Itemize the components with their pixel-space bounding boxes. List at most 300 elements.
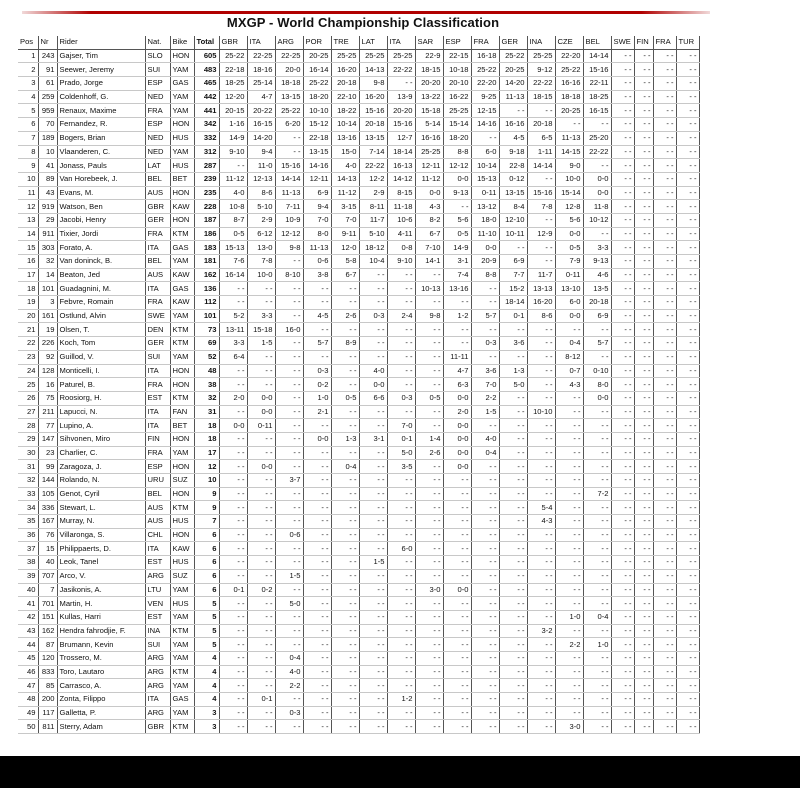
cell-race-result: - - <box>443 624 471 638</box>
cell-race-result: 0-5 <box>219 227 247 241</box>
cell-race-result: - - <box>653 597 676 611</box>
cell-nat: NED <box>145 90 170 104</box>
cell-race-result: 7-7 <box>499 268 527 282</box>
cell-race-result: - - <box>583 693 611 707</box>
cell-bike: KTM <box>170 391 194 405</box>
cell-race-result: 0-4 <box>275 651 303 665</box>
cell-race-result: 0-0 <box>443 172 471 186</box>
table-row <box>18 419 699 433</box>
cell-nr: 76 <box>38 528 57 542</box>
cell-total: 31 <box>194 405 219 419</box>
cell-race-result: 5-0 <box>499 378 527 392</box>
cell-nat: VEN <box>145 597 170 611</box>
cell-race-result: - - <box>471 597 499 611</box>
cell-race-result: 0-3 <box>471 337 499 351</box>
cell-race-result: 3-2 <box>527 624 555 638</box>
cell-race-result: - - <box>583 597 611 611</box>
cell-pos: 37 <box>18 542 38 556</box>
cell-race-result: - - <box>247 542 275 556</box>
cell-nat: ITA <box>145 693 170 707</box>
cell-race-result: 10-11 <box>499 227 527 241</box>
cell-race-result: 13-22 <box>415 90 443 104</box>
cell-race-result: 20-18 <box>583 296 611 310</box>
cell-rider: Guillod, V. <box>57 350 145 364</box>
cell-race-result: 11-0 <box>247 159 275 173</box>
cell-nat: AUS <box>145 515 170 529</box>
cell-race-result: 6-9 <box>303 186 331 200</box>
table-row <box>18 391 699 405</box>
cell-rider: Jonass, Pauls <box>57 159 145 173</box>
cell-race-result: - - <box>676 556 699 570</box>
cell-bike: KTM <box>170 337 194 351</box>
cell-race-result: - - <box>653 337 676 351</box>
cell-race-result: 2-2 <box>555 638 583 652</box>
cell-race-result: 2-6 <box>415 446 443 460</box>
cell-race-result: 20-20 <box>415 77 443 91</box>
cell-race-result: - - <box>634 255 653 269</box>
cell-pos: 10 <box>18 172 38 186</box>
cell-race-result: 8-6 <box>247 186 275 200</box>
cell-race-result: - - <box>676 460 699 474</box>
cell-race-result: - - <box>275 255 303 269</box>
cell-race-result: - - <box>555 391 583 405</box>
cell-total: 6 <box>194 528 219 542</box>
cell-race-result: 2-2 <box>275 679 303 693</box>
cell-race-result: 13-10 <box>555 282 583 296</box>
cell-total: 6 <box>194 556 219 570</box>
cell-race-result: - - <box>653 131 676 145</box>
cell-nat: FRA <box>145 296 170 310</box>
cell-race-result: - - <box>219 610 247 624</box>
cell-race-result: 16-20 <box>527 296 555 310</box>
cell-race-result: - - <box>555 515 583 529</box>
cell-race-result: - - <box>499 528 527 542</box>
cell-race-result: 25-22 <box>303 77 331 91</box>
cell-race-result: - - <box>611 131 634 145</box>
cell-race-result: - - <box>611 706 634 720</box>
cell-bike: SUZ <box>170 474 194 488</box>
cell-race-result: - - <box>676 255 699 269</box>
cell-nat: SUI <box>145 63 170 77</box>
cell-race-result: 3-3 <box>247 309 275 323</box>
cell-race-result: 5-6 <box>555 213 583 227</box>
cell-race-result: - - <box>611 172 634 186</box>
cell-race-result: 16-20 <box>331 63 359 77</box>
cell-race-result: 1-5 <box>247 337 275 351</box>
cell-race-result: - - <box>527 597 555 611</box>
cell-race-result: - - <box>527 446 555 460</box>
cell-nr: 105 <box>38 487 57 501</box>
cell-race-result: - - <box>583 542 611 556</box>
cell-race-result: 15-16 <box>359 104 387 118</box>
table-row <box>18 528 699 542</box>
cell-race-result: - - <box>331 528 359 542</box>
cell-race-result: 8-8 <box>443 145 471 159</box>
cell-race-result: - - <box>415 419 443 433</box>
cell-race-result: 22-11 <box>583 77 611 91</box>
cell-race-result: - - <box>471 528 499 542</box>
cell-race-result: - - <box>611 460 634 474</box>
cell-race-result: - - <box>527 364 555 378</box>
cell-race-result: - - <box>387 405 415 419</box>
cell-pos: 43 <box>18 624 38 638</box>
cell-nat: ITA <box>145 282 170 296</box>
cell-rider: Rolando, N. <box>57 474 145 488</box>
bottom-black-bar <box>0 756 800 788</box>
cell-race-result: 2-6 <box>331 309 359 323</box>
cell-race-result: 18-16 <box>247 63 275 77</box>
cell-race-result: - - <box>634 200 653 214</box>
cell-race-result: 22-15 <box>443 49 471 63</box>
cell-nr: 10 <box>38 145 57 159</box>
cell-nr: 120 <box>38 651 57 665</box>
cell-race-result: - - <box>527 255 555 269</box>
cell-race-result: - - <box>583 665 611 679</box>
cell-race-result: 8-2 <box>415 213 443 227</box>
cell-race-result: - - <box>387 282 415 296</box>
cell-rider: Brumann, Kevin <box>57 638 145 652</box>
cell-total: 342 <box>194 118 219 132</box>
cell-race-result: - - <box>359 638 387 652</box>
cell-race-result: 3-6 <box>471 364 499 378</box>
cell-race-result: - - <box>499 350 527 364</box>
cell-race-result: 9-10 <box>387 255 415 269</box>
cell-nr: 3 <box>38 296 57 310</box>
cell-race-result: - - <box>415 693 443 707</box>
cell-race-result: - - <box>676 296 699 310</box>
cell-race-result: 8-10 <box>275 268 303 282</box>
cell-bike: FAN <box>170 405 194 419</box>
cell-rider: Jasikonis, A. <box>57 583 145 597</box>
cell-race-result: - - <box>676 49 699 63</box>
cell-nat: BEL <box>145 172 170 186</box>
cell-race-result: - - <box>653 432 676 446</box>
cell-race-result: 13-13 <box>527 282 555 296</box>
cell-race-result: - - <box>555 419 583 433</box>
cell-nat: FRA <box>145 446 170 460</box>
cell-race-result: 2-9 <box>247 213 275 227</box>
cell-race-result: - - <box>583 501 611 515</box>
cell-nat: SUI <box>145 638 170 652</box>
cell-race-result: - - <box>527 610 555 624</box>
cell-race-result: - - <box>471 501 499 515</box>
cell-nat: SUI <box>145 350 170 364</box>
cell-race-result: - - <box>583 446 611 460</box>
cell-race-result: - - <box>471 624 499 638</box>
cell-race-result: 14-16 <box>471 118 499 132</box>
cell-race-result: 14-16 <box>303 159 331 173</box>
cell-race-result: - - <box>219 487 247 501</box>
cell-bike: BET <box>170 172 194 186</box>
cell-total: 465 <box>194 77 219 91</box>
cell-race-result: 25-22 <box>219 49 247 63</box>
cell-race-result: - - <box>653 90 676 104</box>
cell-race-result: - - <box>583 679 611 693</box>
cell-race-result: - - <box>583 419 611 433</box>
cell-race-result: - - <box>303 569 331 583</box>
cell-race-result: 20-20 <box>387 104 415 118</box>
cell-race-result: - - <box>653 569 676 583</box>
cell-bike: GAS <box>170 282 194 296</box>
cell-nat: BEL <box>145 487 170 501</box>
cell-race-result: - - <box>387 337 415 351</box>
cell-race-result: 10-13 <box>415 282 443 296</box>
cell-race-result: 7-0 <box>471 378 499 392</box>
cell-race-result: - - <box>415 487 443 501</box>
cell-race-result: - - <box>676 419 699 433</box>
table-row <box>18 104 699 118</box>
cell-race-result: - - <box>331 419 359 433</box>
cell-race-result: 2-0 <box>219 391 247 405</box>
cell-nr: 200 <box>38 693 57 707</box>
cell-race-result: 10-12 <box>583 213 611 227</box>
cell-race-result: 8-4 <box>499 200 527 214</box>
cell-race-result: - - <box>611 501 634 515</box>
cell-race-result: - - <box>359 624 387 638</box>
cell-race-result: 12-9 <box>527 227 555 241</box>
table-row <box>18 90 699 104</box>
cell-race-result: - - <box>387 323 415 337</box>
cell-race-result: - - <box>275 638 303 652</box>
cell-race-result: - - <box>611 90 634 104</box>
cell-race-result: - - <box>634 90 653 104</box>
cell-race-result: - - <box>527 213 555 227</box>
cell-race-result: - - <box>676 528 699 542</box>
cell-race-result: 10-14 <box>471 159 499 173</box>
cell-rider: Philippaerts, D. <box>57 542 145 556</box>
cell-race-result: - - <box>275 364 303 378</box>
cell-rider: Zaragoza, J. <box>57 460 145 474</box>
cell-race-result: - - <box>247 651 275 665</box>
cell-race-result: - - <box>555 679 583 693</box>
cell-race-result: - - <box>634 446 653 460</box>
cell-race-result: 8-15 <box>387 186 415 200</box>
cell-race-result: - - <box>219 474 247 488</box>
cell-race-result: - - <box>611 364 634 378</box>
cell-race-result: - - <box>303 706 331 720</box>
cell-race-result: 11-12 <box>219 172 247 186</box>
cell-race-result: 0-11 <box>471 186 499 200</box>
cell-race-result: 11-7 <box>359 213 387 227</box>
cell-race-result: - - <box>415 378 443 392</box>
cell-race-result: - - <box>247 665 275 679</box>
cell-rider: Charlier, C. <box>57 446 145 460</box>
cell-race-result: - - <box>331 446 359 460</box>
column-header-tre-10: TRE <box>331 36 359 49</box>
cell-race-result: - - <box>653 665 676 679</box>
cell-race-result: 13-12 <box>471 200 499 214</box>
cell-nr: 43 <box>38 186 57 200</box>
cell-race-result: - - <box>583 528 611 542</box>
table-row <box>18 77 699 91</box>
table-row <box>18 651 699 665</box>
cell-race-result: - - <box>415 528 443 542</box>
cell-race-result: 22-22 <box>527 77 555 91</box>
table-row <box>18 337 699 351</box>
cell-race-result: - - <box>611 405 634 419</box>
cell-race-result: 3-1 <box>443 255 471 269</box>
cell-race-result: 4-3 <box>555 378 583 392</box>
cell-race-result: - - <box>275 145 303 159</box>
cell-rider: Kullas, Harri <box>57 610 145 624</box>
cell-race-result: 7-14 <box>359 145 387 159</box>
cell-race-result: - - <box>303 460 331 474</box>
cell-race-result: 8-8 <box>471 268 499 282</box>
cell-nat: GBR <box>145 720 170 734</box>
cell-race-result: 9-25 <box>471 90 499 104</box>
table-row <box>18 597 699 611</box>
cell-race-result: 0-0 <box>303 432 331 446</box>
table-row <box>18 241 699 255</box>
table-row <box>18 556 699 570</box>
cell-race-result: - - <box>443 200 471 214</box>
cell-total: 6 <box>194 569 219 583</box>
cell-race-result: - - <box>676 63 699 77</box>
table-row <box>18 720 699 734</box>
cell-race-result: 0-3 <box>359 309 387 323</box>
cell-race-result: - - <box>219 597 247 611</box>
cell-race-result: - - <box>275 583 303 597</box>
table-row <box>18 542 699 556</box>
cell-race-result: 11-13 <box>499 90 527 104</box>
cell-race-result: 18-18 <box>555 90 583 104</box>
cell-bike: HON <box>170 460 194 474</box>
cell-total: 73 <box>194 323 219 337</box>
cell-race-result: - - <box>653 706 676 720</box>
cell-race-result: - - <box>634 350 653 364</box>
cell-nat: SLO <box>145 49 170 63</box>
cell-race-result: 0-2 <box>303 378 331 392</box>
table-row <box>18 268 699 282</box>
column-header-bel-19: BEL <box>583 36 611 49</box>
cell-pos: 5 <box>18 104 38 118</box>
cell-race-result: 12-0 <box>331 241 359 255</box>
cell-race-result: 3-7 <box>275 474 303 488</box>
cell-race-result: 11-13 <box>555 131 583 145</box>
cell-race-result: 0-1 <box>219 583 247 597</box>
cell-race-result: 12-20 <box>219 90 247 104</box>
cell-race-result: 20-25 <box>303 49 331 63</box>
cell-pos: 28 <box>18 419 38 433</box>
cell-race-result: - - <box>611 241 634 255</box>
cell-rider: Hendra fahrodjie, F. <box>57 624 145 638</box>
cell-rider: Renaux, Maxime <box>57 104 145 118</box>
cell-race-result: 14-20 <box>247 131 275 145</box>
cell-race-result: - - <box>303 556 331 570</box>
cell-nat: EST <box>145 556 170 570</box>
cell-race-result: - - <box>527 323 555 337</box>
cell-rider: Murray, N. <box>57 515 145 529</box>
cell-race-result: - - <box>415 501 443 515</box>
cell-race-result: - - <box>555 323 583 337</box>
cell-nr: 833 <box>38 665 57 679</box>
cell-race-result: - - <box>499 706 527 720</box>
cell-race-result: - - <box>303 446 331 460</box>
cell-race-result: - - <box>471 350 499 364</box>
cell-race-result: - - <box>303 515 331 529</box>
cell-race-result: - - <box>634 378 653 392</box>
cell-race-result: 15-14 <box>555 186 583 200</box>
cell-race-result: - - <box>471 651 499 665</box>
cell-race-result: - - <box>499 446 527 460</box>
cell-nat: GER <box>145 213 170 227</box>
cell-race-result: 22-18 <box>219 63 247 77</box>
cell-race-result: - - <box>331 624 359 638</box>
cell-pos: 39 <box>18 569 38 583</box>
cell-nr: 87 <box>38 638 57 652</box>
cell-race-result: - - <box>359 597 387 611</box>
cell-race-result: - - <box>676 337 699 351</box>
cell-race-result: 0-0 <box>247 391 275 405</box>
cell-race-result: - - <box>471 665 499 679</box>
cell-pos: 16 <box>18 255 38 269</box>
cell-race-result: 20-10 <box>443 77 471 91</box>
cell-race-result: - - <box>499 241 527 255</box>
cell-race-result: - - <box>676 487 699 501</box>
cell-race-result: - - <box>415 460 443 474</box>
cell-race-result: - - <box>634 405 653 419</box>
cell-race-result: - - <box>653 474 676 488</box>
cell-race-result: - - <box>499 542 527 556</box>
cell-nr: 147 <box>38 432 57 446</box>
cell-total: 441 <box>194 104 219 118</box>
cell-race-result: 13-15 <box>359 131 387 145</box>
cell-race-result: - - <box>527 474 555 488</box>
cell-race-result: - - <box>415 474 443 488</box>
cell-race-result: - - <box>331 515 359 529</box>
cell-nr: 144 <box>38 474 57 488</box>
cell-race-result: 0-0 <box>583 391 611 405</box>
cell-race-result: 14-14 <box>583 49 611 63</box>
cell-race-result: 16-16 <box>415 131 443 145</box>
table-row <box>18 501 699 515</box>
cell-pos: 13 <box>18 213 38 227</box>
cell-race-result: - - <box>219 651 247 665</box>
cell-race-result: 16-15 <box>583 104 611 118</box>
cell-race-result: 14-9 <box>219 131 247 145</box>
cell-race-result: 15-16 <box>387 118 415 132</box>
cell-race-result: 8-6 <box>527 309 555 323</box>
cell-race-result: - - <box>415 597 443 611</box>
cell-rider: Evans, M. <box>57 186 145 200</box>
cell-race-result: - - <box>359 487 387 501</box>
cell-nat: ARG <box>145 651 170 665</box>
table-row <box>18 309 699 323</box>
cell-race-result: - - <box>359 323 387 337</box>
cell-race-result: - - <box>219 720 247 734</box>
column-header-bike-4: Bike <box>170 36 194 49</box>
cell-race-result: - - <box>653 378 676 392</box>
cell-race-result: - - <box>415 364 443 378</box>
cell-race-result: - - <box>653 419 676 433</box>
cell-pos: 32 <box>18 474 38 488</box>
cell-race-result: 4-7 <box>443 364 471 378</box>
cell-race-result: - - <box>387 268 415 282</box>
cell-race-result: - - <box>471 679 499 693</box>
column-header-fra-22: FRA <box>653 36 676 49</box>
cell-race-result: - - <box>219 432 247 446</box>
cell-race-result: 0-12 <box>499 172 527 186</box>
cell-race-result: - - <box>634 515 653 529</box>
cell-race-result: - - <box>611 419 634 433</box>
cell-race-result: 5-4 <box>527 501 555 515</box>
cell-nr: 92 <box>38 350 57 364</box>
cell-race-result: 15-13 <box>471 172 499 186</box>
cell-race-result: 0-6 <box>303 255 331 269</box>
cell-race-result: - - <box>331 350 359 364</box>
cell-race-result: 12-8 <box>555 200 583 214</box>
cell-race-result: - - <box>527 460 555 474</box>
